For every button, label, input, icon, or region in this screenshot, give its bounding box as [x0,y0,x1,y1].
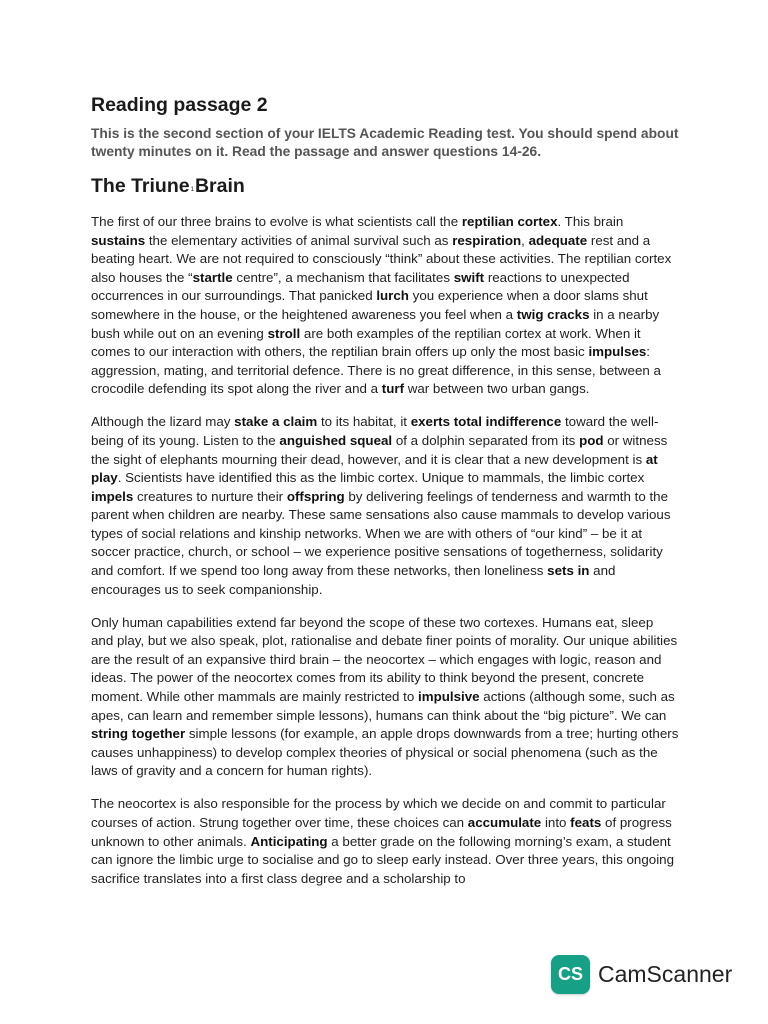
text-run: The neocortex is also responsible for the process by which we decide on and commit to particular courses of action. Strung together over time, these choices can [91,796,666,830]
vocab-term: impulses [588,344,647,360]
text-run: into [541,814,571,830]
text-run: to its habitat, it [317,414,411,430]
camscanner-logo-icon: CS [551,955,590,994]
text-run: Although the lizard may [91,414,235,430]
text-run: simple lessons (for example, an apple drops downwards from a tree; hurting others causes unhappiness) to develop complex theories of physical or social phenomena (such as the laws of gravity and a concern for human rights). [91,726,679,779]
section-title: Reading passage 2 [91,94,268,116]
document-page [91,94,679,903]
vocab-term: swift [453,269,485,285]
vocab-term: offspring [286,488,345,504]
article-body [91,213,679,888]
text-run: a better grade on the following morning’s exam, a student can ignore the limbic urge to socialise and go to sleep early instead. Over three years, this ongoing sacrifice translates into a first class degree and a scholarship to [91,833,675,886]
vocab-term: at play [91,451,658,486]
article-title-part1: The Triune [91,175,190,197]
vocab-term: impels [91,488,134,504]
footnote-marker: 1 [190,187,194,193]
text-run: war between two urban gangs. [404,381,590,397]
vocab-term: respiration [452,232,522,248]
paragraph-2 [91,413,679,599]
vocab-term: sets in [547,563,590,579]
vocab-term: adequate [528,232,588,248]
vocab-term: anguished squeal [279,432,393,448]
text-run: . This brain [557,214,624,229]
text-run: rest and a beating heart. We are not required to consciously “think” about these activities. The reptilian cortex also houses the “ [91,232,672,285]
text-run: centre”, a mechanism that facilitates [232,269,454,285]
vocab-term: sustains [91,232,146,248]
text-run: in a nearby bush while out on an evening [91,306,660,341]
vocab-term: reptilian cortex [461,214,558,229]
vocab-term: lurch [376,288,409,304]
text-run: . Scientists have identified this as the limbic cortex. Unique to mammals, the limbic cortex [117,470,645,486]
text-run: Only human capabilities extend far beyond the scope of these two cortexes. Humans eat, sleep and play, but we also speak, plot, rationalise and debate finer points of morality. Our unique abilities are the result of an expansive third brain – the neocortex – which engages with logic, reason and ideas. The power of the neocortex comes from its ability to think beyond the present, concrete moment. While other mammals are mainly restricted to [91,614,678,705]
vocab-term: stake a claim [234,414,318,430]
text-run: The first of our three brains to evolve is what scientists call the [91,214,462,229]
text-run: or witness the sight of elephants mourning their dead, however, and it is clear that a new development is [91,432,668,467]
vocab-term: exerts total indifference [410,414,562,430]
vocab-term: accumulate [467,814,542,830]
text-run: creatures to nurture their [133,488,287,504]
text-run: of a dolphin separated from its [392,432,580,448]
camscanner-watermark [551,955,732,994]
vocab-term: stroll [267,325,301,341]
text-run: , [521,232,529,248]
text-run: are both examples of the reptilian cortex at work. When it comes to our interaction with others, the reptilian brain offers up only the most basic [91,325,641,360]
article-title-part2: Brain [194,175,245,197]
paragraph-3 [91,614,679,781]
text-run: the elementary activities of animal survival such as [145,232,453,248]
section-intro: This is the second section of your IELTS Academic Reading test. You should spend about twenty minutes on it. Read the passage and answer questions 14-26. [91,126,679,159]
vocab-term: startle [192,269,233,285]
text-run: of progress unknown to other animals. [91,814,672,849]
text-run: by delivering feelings of tenderness and warmth to the parent when children are nearby. These same sensations also cause mammals to develop various types of social relations and kinship networks. When we are with others of “our kind” – be it at soccer practice, church, or school – we experience positive sensations of togetherness, solidarity and comfort. If we spend too long away from these networks, then loneliness [91,488,671,579]
paragraph-4 [91,795,679,888]
vocab-term: pod [579,432,604,448]
text-run: : aggression, mating, and territorial defence. There is no great difference, in this sense, between a crocodile defending its spot along the river and a [91,344,661,397]
vocab-term: feats [570,814,602,830]
text-run: toward the well-being of its young. Listen to the [91,414,659,448]
vocab-term: Anticipating [250,833,328,849]
text-run: reactions to unexpected occurrences in our surroundings. That panicked [91,269,630,304]
text-run: you experience when a door slams shut somewhere in the house, or the heightened awareness you feel when a [91,288,648,322]
paragraph-1 [91,213,679,399]
text-run: actions (although some, such as apes, can learn and remember simple lessons), humans can think about the “big picture”. We can [91,689,675,723]
text-run: and encourages us to seek companionship. [91,563,616,597]
vocab-term: twig cracks [516,306,590,322]
vocab-term: turf [381,381,405,397]
article-title [91,175,679,198]
vocab-term: impulsive [418,689,480,705]
camscanner-brand: CamScanner [598,961,733,987]
vocab-term: string together [91,726,186,742]
